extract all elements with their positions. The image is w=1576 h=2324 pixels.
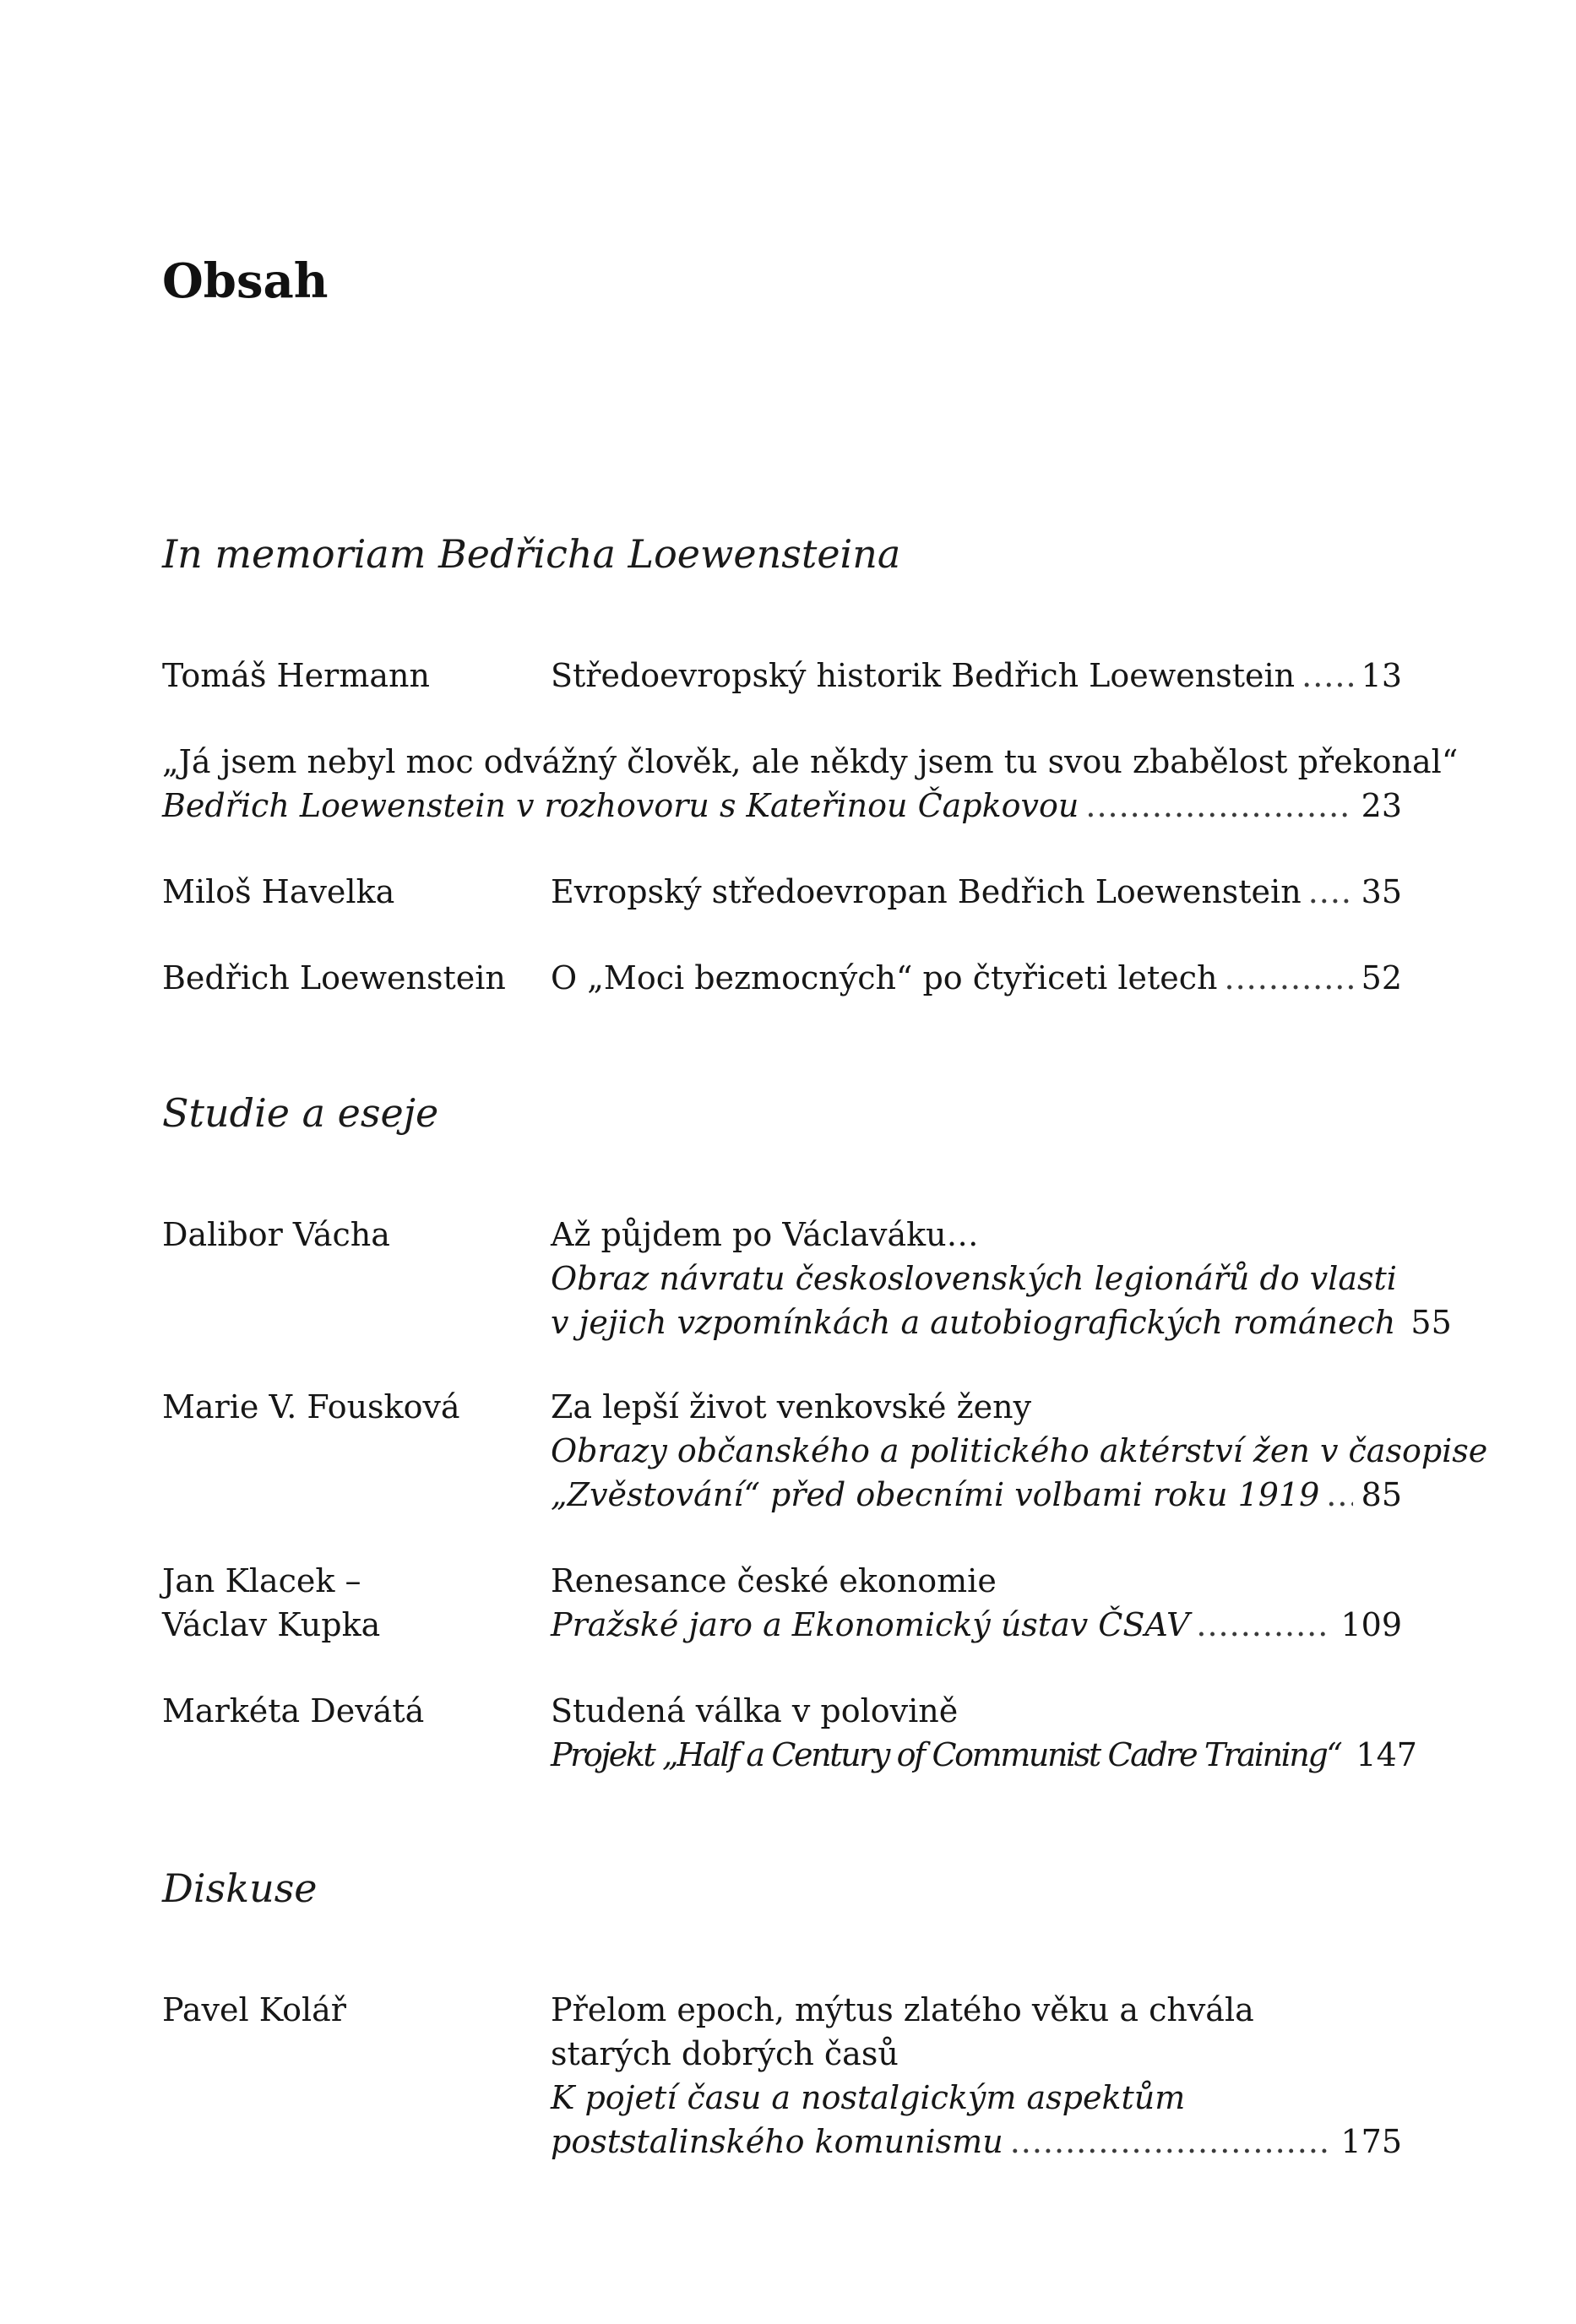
page-number: 175 (1340, 2123, 1402, 2160)
entry-author: Bedřich Loewenstein (162, 959, 506, 996)
page-title: Obsah (162, 253, 329, 309)
entry-title: Až půjdem po Václaváku… (551, 1216, 979, 1253)
entry-author: Pavel Kolář (162, 1991, 346, 2028)
section-heading-in-memoriam: In memoriam Bedřicha Loewensteina (162, 531, 901, 577)
entry-author: Markéta Devátá (162, 1692, 425, 1729)
section-heading-studie: Studie a eseje (162, 1090, 439, 1136)
dot-leader (1196, 1603, 1332, 1647)
page-number: 109 (1340, 1606, 1402, 1643)
toc-entry-line (551, 1733, 1417, 1777)
toc-entry-line (551, 654, 1402, 698)
entry-title: Přelom epoch, mýtus zlatého věku a chvála (551, 1991, 1254, 2028)
entry-title: Středoevropský historik Bedřich Loewenstein (551, 657, 1296, 694)
entry-title: Evropský středoevropan Bedřich Loewenstein (551, 873, 1302, 910)
entry-quote-title: „Já jsem nebyl moc odvážný člověk, ale někdy jsem tu svou zbabělost překonal“ (162, 743, 1459, 780)
toc-entry-line (551, 956, 1402, 1000)
entry-subtitle: Bedřich Loewenstein v rozhovoru s Kateřinou Čapkovou (162, 787, 1079, 824)
toc-entry-line (551, 870, 1402, 914)
entry-subtitle: „Zvěstování“ před obecními volbami roku 1919 (551, 1476, 1320, 1513)
entry-author: Dalibor Vácha (162, 1216, 390, 1253)
page-number: 52 (1361, 959, 1402, 996)
entry-author: Jan Klacek – (162, 1562, 361, 1599)
dot-leader (1225, 956, 1353, 1000)
entry-author: Miloš Havelka (162, 873, 395, 910)
dot-leader (1308, 870, 1353, 914)
page-number: 35 (1361, 873, 1402, 910)
entry-title: Renesance české ekonomie (551, 1562, 997, 1599)
page-number: 85 (1361, 1476, 1402, 1513)
entry-title: Studená válka v polovině (551, 1692, 959, 1729)
entry-title: O „Moci bezmocných“ po čtyřiceti letech (551, 959, 1218, 996)
entry-subtitle: Obrazy občanského a politického aktérství žen v časopise (551, 1432, 1488, 1469)
entry-subtitle: Obraz návratu československých legionářů do vlasti (551, 1260, 1397, 1297)
page-number: 23 (1361, 787, 1402, 824)
dot-leader (1326, 1473, 1352, 1517)
toc-entry-line (551, 1473, 1402, 1517)
dot-leader (1302, 654, 1353, 698)
page-number: 147 (1356, 1736, 1417, 1773)
toc-entry-line (162, 784, 1402, 828)
entry-subtitle: Pražské jaro a Ekonomický ústav ČSAV (551, 1606, 1190, 1643)
dot-leader (1085, 784, 1352, 828)
entry-subtitle: poststalinského komunismu (551, 2123, 1003, 2160)
entry-subtitle: v jejich vzpomínkách a autobiografických románech (551, 1304, 1396, 1341)
section-heading-diskuse: Diskuse (162, 1865, 318, 1911)
entry-subtitle: Projekt „Half a Century of Communist Cadre Training“ (551, 1736, 1341, 1773)
toc-entry-line (551, 2120, 1402, 2164)
entry-author: Václav Kupka (162, 1606, 381, 1643)
entry-title: Za lepší život venkovské ženy (551, 1388, 1032, 1425)
page-number: 55 (1410, 1304, 1452, 1341)
entry-subtitle: K pojetí času a nostalgickým aspektům (551, 2079, 1186, 2116)
entry-author: Marie V. Fousková (162, 1388, 460, 1425)
toc-entry-line (551, 1300, 1452, 1344)
page-number: 13 (1361, 657, 1402, 694)
entry-title: starých dobrých časů (551, 2035, 899, 2072)
dot-leader (1010, 2120, 1333, 2164)
toc-entry-line (551, 1603, 1402, 1647)
entry-author: Tomáš Hermann (162, 657, 430, 694)
